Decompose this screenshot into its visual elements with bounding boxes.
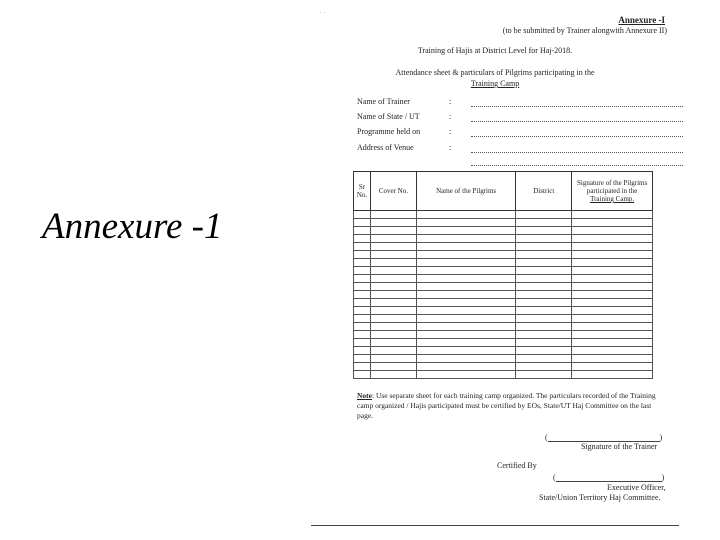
table-cell: [370, 339, 416, 347]
bracket-open: (: [553, 473, 556, 482]
table-cell: [516, 331, 572, 339]
table-cell: [516, 291, 572, 299]
table-header-row: [354, 172, 653, 211]
table-cell: [516, 227, 572, 235]
table-row: [354, 251, 653, 259]
field-label: Name of Trainer: [357, 97, 410, 106]
table-cell: [354, 283, 371, 291]
table-cell: [354, 371, 371, 379]
table-cell: [416, 267, 516, 275]
field-colon: :: [449, 97, 452, 106]
table-cell: [516, 371, 572, 379]
table-cell: [370, 243, 416, 251]
table-cell: [354, 219, 371, 227]
table-cell: [516, 323, 572, 331]
table-row: [354, 235, 653, 243]
scanned-document: [311, 5, 679, 526]
field-blank-line: [471, 106, 683, 107]
bracket-open: (: [545, 433, 548, 442]
table-row: [354, 339, 653, 347]
table-cell: [370, 275, 416, 283]
attendance-table: [353, 171, 653, 379]
table-cell: [516, 243, 572, 251]
table-cell: [370, 371, 416, 379]
table-row: [354, 323, 653, 331]
table-cell: [416, 371, 516, 379]
table-cell: [516, 315, 572, 323]
table-cell: [416, 299, 516, 307]
table-cell: [572, 267, 653, 275]
field-blank-line: [471, 152, 683, 153]
table-row: [354, 243, 653, 251]
header-sr-no: Sr No.: [354, 172, 371, 211]
table-cell: [354, 331, 371, 339]
table-cell: [354, 259, 371, 267]
note-label: Note: [357, 391, 372, 400]
table-cell: [516, 219, 572, 227]
table-cell: [416, 339, 516, 347]
table-cell: [354, 227, 371, 235]
field-blank-line: [471, 136, 683, 137]
table-cell: [354, 339, 371, 347]
table-cell: [572, 235, 653, 243]
table-cell: [572, 275, 653, 283]
address-continuation-line: [471, 165, 683, 166]
table-cell: [416, 251, 516, 259]
table-row: [354, 331, 653, 339]
table-cell: [572, 347, 653, 355]
table-cell: [354, 363, 371, 371]
header-cover-no: Cover No.: [370, 172, 416, 211]
annexure-title: Annexure -I: [618, 15, 665, 25]
table-cell: [416, 323, 516, 331]
table-cell: [572, 323, 653, 331]
table-cell: [572, 283, 653, 291]
header-signature: [572, 172, 653, 211]
table-cell: [354, 267, 371, 275]
table-cell: [416, 219, 516, 227]
note-text: : Use separate sheet for each training camp organized. The particulars recorded of the Training camp organized / Hajis participated must be certified by EOs, State/UT Haj Committee on the last page.: [357, 391, 656, 420]
table-body: [354, 211, 653, 379]
header-signature-text: Signature of the Pilgrims participated in the: [577, 179, 648, 195]
field-programme-held-on: [357, 127, 657, 139]
blank-line: [556, 481, 662, 482]
table-cell: [370, 331, 416, 339]
table-cell: [572, 371, 653, 379]
table-cell: [572, 251, 653, 259]
table-row: [354, 211, 653, 219]
table-cell: [354, 211, 371, 219]
note: [357, 391, 669, 421]
table-row: [354, 299, 653, 307]
field-colon: :: [449, 127, 452, 136]
table-cell: [354, 323, 371, 331]
table-cell: [516, 347, 572, 355]
table-cell: [416, 283, 516, 291]
table-cell: [354, 251, 371, 259]
table-row: [354, 219, 653, 227]
table-cell: [572, 291, 653, 299]
table-cell: [572, 307, 653, 315]
certified-by-label: Certified By: [497, 461, 537, 470]
table-cell: [370, 283, 416, 291]
table-cell: [370, 355, 416, 363]
table-cell: [416, 315, 516, 323]
table-cell: [354, 243, 371, 251]
table-cell: [572, 363, 653, 371]
table-cell: [370, 347, 416, 355]
table-row: [354, 259, 653, 267]
table-cell: [416, 307, 516, 315]
table-cell: [370, 323, 416, 331]
table-cell: [516, 283, 572, 291]
trainer-signature-line: [545, 433, 669, 442]
bracket-close: ): [661, 473, 665, 482]
table-cell: [572, 227, 653, 235]
bracket-close: ): [659, 433, 663, 442]
scan-mark: · ·: [319, 9, 326, 17]
table-cell: [416, 331, 516, 339]
table-cell: [416, 235, 516, 243]
subheading-line-2: Training Camp: [470, 79, 520, 88]
slide-title: Annexure -1: [42, 206, 223, 247]
table-cell: [516, 363, 572, 371]
table-cell: [354, 355, 371, 363]
table-cell: [370, 235, 416, 243]
annexure-subtitle: (to be submitted by Trainer alongwith Annexure II): [502, 26, 667, 35]
table-cell: [572, 299, 653, 307]
table-cell: [516, 307, 572, 315]
table-cell: [370, 267, 416, 275]
table-cell: [516, 299, 572, 307]
table-cell: [354, 315, 371, 323]
table-cell: [516, 251, 572, 259]
table-row: [354, 371, 653, 379]
table-cell: [416, 347, 516, 355]
table-cell: [572, 355, 653, 363]
table-row: [354, 283, 653, 291]
table-cell: [516, 267, 572, 275]
header-district: District: [516, 172, 572, 211]
table-cell: [516, 259, 572, 267]
table-cell: [516, 211, 572, 219]
table-cell: [572, 331, 653, 339]
table-cell: [354, 347, 371, 355]
table-cell: [370, 211, 416, 219]
table-cell: [354, 307, 371, 315]
executive-officer-label: Executive Officer,: [607, 483, 666, 492]
officer-signature-line: [553, 473, 671, 482]
header-signature-underlined: Training Camp.: [590, 195, 635, 203]
document-heading: Training of Hajis at District Level for Haj-2018.: [417, 46, 573, 55]
table-cell: [572, 219, 653, 227]
field-label: Address of Venue: [357, 143, 414, 152]
table-cell: [370, 219, 416, 227]
table-cell: [416, 291, 516, 299]
table-cell: [416, 227, 516, 235]
table-row: [354, 355, 653, 363]
table-cell: [370, 307, 416, 315]
field-name-of-state: [357, 112, 657, 124]
table-cell: [416, 211, 516, 219]
table-row: [354, 227, 653, 235]
subheading-line-1: Attendance sheet & particulars of Pilgrims participating in the: [395, 68, 595, 77]
table-cell: [416, 243, 516, 251]
field-name-of-trainer: [357, 97, 657, 109]
field-label: Programme held on: [357, 127, 421, 136]
table-cell: [572, 259, 653, 267]
field-colon: :: [449, 143, 452, 152]
table-cell: [516, 355, 572, 363]
table-cell: [370, 363, 416, 371]
table-cell: [370, 299, 416, 307]
table-cell: [416, 363, 516, 371]
table-row: [354, 315, 653, 323]
table-cell: [370, 259, 416, 267]
field-colon: :: [449, 112, 452, 121]
table-cell: [354, 275, 371, 283]
table-cell: [416, 275, 516, 283]
trainer-signature-label: Signature of the Trainer: [581, 442, 658, 451]
table-row: [354, 363, 653, 371]
table-cell: [370, 291, 416, 299]
table-row: [354, 307, 653, 315]
table-cell: [354, 291, 371, 299]
table-row: [354, 291, 653, 299]
table-cell: [572, 315, 653, 323]
table-cell: [516, 275, 572, 283]
table-cell: [370, 251, 416, 259]
state-committee-label: State/Union Territory Haj Committee.: [539, 493, 661, 502]
table-cell: [516, 235, 572, 243]
table-cell: [416, 259, 516, 267]
table-row: [354, 347, 653, 355]
table-row: [354, 267, 653, 275]
table-row: [354, 275, 653, 283]
table-cell: [572, 243, 653, 251]
table-cell: [416, 355, 516, 363]
document-subheading: [311, 67, 679, 89]
table-cell: [370, 227, 416, 235]
table-cell: [516, 339, 572, 347]
table-cell: [572, 211, 653, 219]
table-cell: [572, 339, 653, 347]
field-blank-line: [471, 121, 683, 122]
field-address-of-venue: [357, 143, 657, 155]
table-cell: [354, 299, 371, 307]
field-label: Name of State / UT: [357, 112, 420, 121]
table-cell: [354, 235, 371, 243]
header-pilgrim-name: Name of the Pilgrims: [416, 172, 516, 211]
table-cell: [370, 315, 416, 323]
